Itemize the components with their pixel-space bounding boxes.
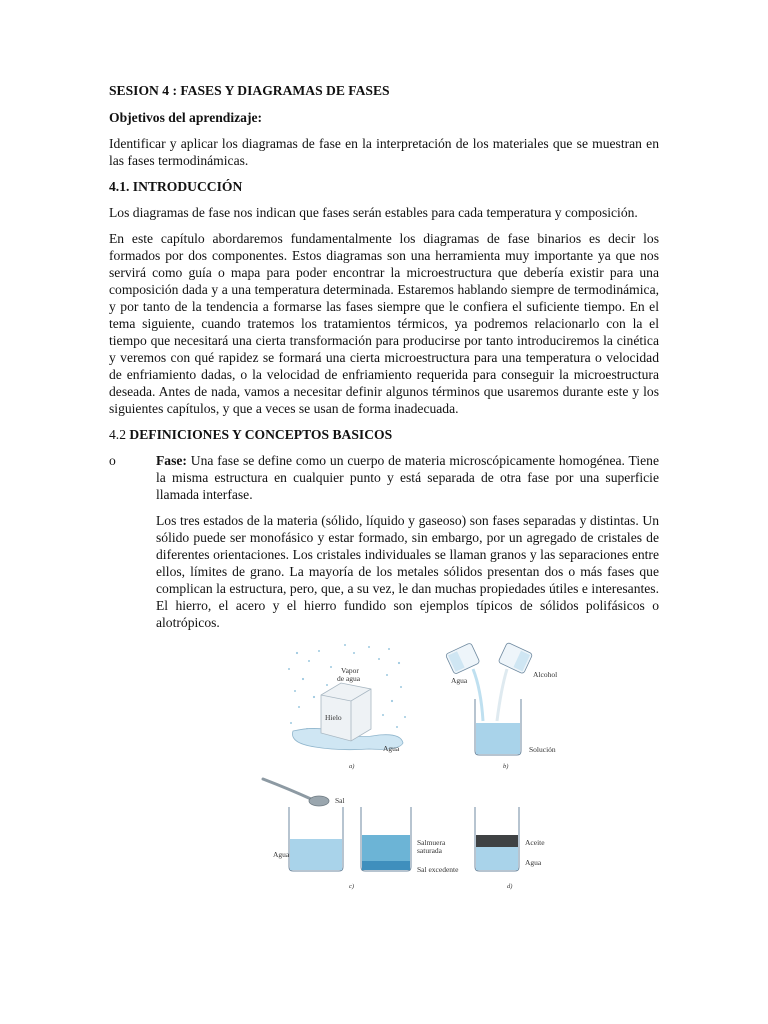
fase-paragraph-2: Los tres estados de la materia (sólido, líquido y gaseoso) son fases separadas y distintas. Un sólido puede ser monofásico y estar formado, sin embargo, por un agregado de cristales de diferentes orientaciones. Los cristales individuales se llaman granos y las separaciones entre ellos, límites de grano. La mayoría de los metales sólidos presentan dos o más fases que complican la estructura, pero, que, a su vez, le dan muchas propiedades útiles e interesantes. El hierro, el acero y el hierro fundido son ejemplos típicos de sólidos polifásicos o alotrópicos. — [156, 513, 659, 630]
label-sal-excedente: Sal excedente — [417, 865, 459, 874]
definitions-heading — [109, 426, 659, 443]
panel-a — [288, 644, 406, 770]
page-title: SESION 4 : FASES Y DIAGRAMAS DE FASES — [109, 83, 390, 98]
label-agua-c: Agua — [273, 850, 290, 859]
label-agua-d: Agua — [525, 858, 542, 867]
label-aceite: Aceite — [525, 838, 545, 847]
label-vapor-line2: de agua — [337, 674, 361, 683]
caption-c: c) — [349, 883, 355, 890]
intro-paragraph-2: En este capítulo abordaremos fundamentalmente los diagramas de fase binarios es decir los formados por dos componentes. Estos diagramas son una herramienta muy importante ya que nos servirá como guía o mapa para poder encontrar la microestructura que debería existir para una composición dada y a una temperatura determinada. Estaremos hablando siempre de termodinámica, y por tanto de la tendencia a formarse las fases siempre que le confiera el suficiente tiempo. En el tema siguiente, cuando tratemos los tratamientos térmicos, ya podremos relacionarlo con la el tiempo que necesitará una cierta transformación para producirse por tanto introduciremos la cinética y veremos con qué rapidez se formará una cierta microestructura para una temperatura o velocidad de enfriamiento dadas, o la velocidad de enfriamiento requerida para conseguir la microestructura deseada. Antes de nada, vamos a necesitar definir algunos términos que usaremos durante este y los siguientes capítulos, y que a veces se usan de forma inadecuada. — [109, 231, 659, 416]
objectives-heading: Objetivos del aprendizaje: — [109, 110, 263, 125]
label-agua-a: Agua — [383, 744, 400, 753]
bullet-circle-icon: o — [109, 453, 116, 468]
fase-definition-text: Una fase se define como un cuerpo de materia microscópicamente homogénea. Tiene la misma estructura en cualquier punto y está separada de otra fase por una superficie llamada interfase. — [156, 453, 659, 502]
label-sal: Sal — [335, 796, 345, 805]
panel-c — [263, 779, 459, 890]
intro-paragraph-1: Los diagramas de fase nos indican que fases serán estables para cada temperatura y composición. — [109, 205, 638, 220]
objectives-text: Identificar y aplicar los diagramas de fase en la interpretación de los materiales que se muestran en las fases termodinámicas. — [109, 136, 659, 168]
phases-illustration — [259, 639, 559, 899]
caption-a: a) — [349, 763, 355, 770]
fase-definition — [156, 452, 659, 503]
definition-list — [109, 452, 659, 631]
phases-figure — [259, 639, 559, 899]
list-item — [109, 452, 659, 503]
definitions-title: DEFINICIONES Y CONCEPTOS BASICOS — [129, 427, 393, 442]
label-hielo: Hielo — [325, 713, 342, 722]
label-alcohol: Alcohol — [533, 670, 558, 679]
label-agua-b: Agua — [451, 676, 468, 685]
caption-b: b) — [503, 763, 509, 770]
document-body — [109, 82, 659, 631]
label-salmuera-line2: saturada — [417, 846, 442, 855]
label-salmuera-line1: Salmuera — [417, 838, 446, 847]
caption-d: d) — [507, 883, 513, 890]
fase-term: Fase: — [156, 453, 187, 468]
intro-heading: 4.1. INTRODUCCIÓN — [109, 179, 243, 194]
panel-d — [475, 807, 545, 890]
panel-b — [445, 642, 557, 770]
definitions-number: 4.2 — [109, 427, 130, 442]
label-vapor-line1: Vapor — [341, 666, 359, 675]
label-solucion: Solución — [529, 745, 556, 754]
